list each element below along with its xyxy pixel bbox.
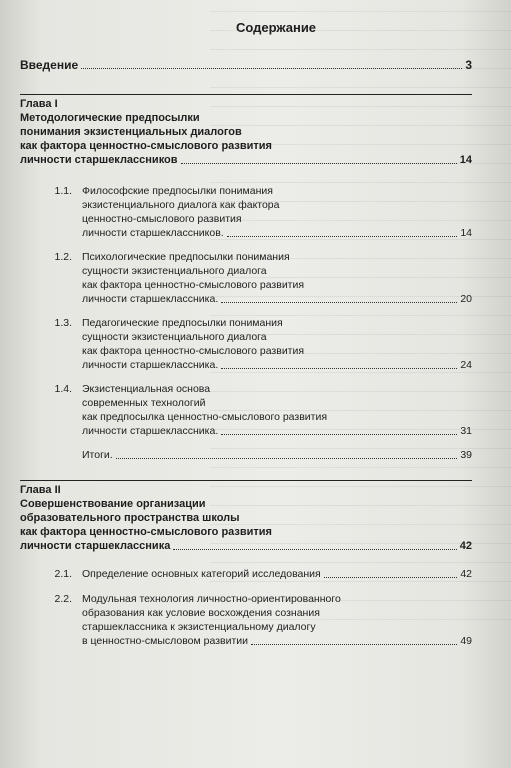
section-number: 1.1. [54, 185, 72, 197]
chapter-title-line: как фактора ценностно-смыслового развития [20, 140, 272, 152]
chapter-2 [20, 484, 472, 648]
section-line: Экзистенциальная основа [82, 383, 211, 395]
section-line: Философские предпосылки понимания [82, 185, 273, 197]
section-line: личности старшеклассника. [82, 425, 219, 437]
section-page: 42 [460, 568, 472, 580]
section-line: ценностно-смыслового развития [82, 213, 242, 225]
section-number: 1.2. [54, 251, 72, 263]
section-line: современных технологий [82, 397, 206, 409]
section-line: Определение основных категорий исследования [82, 568, 321, 580]
chapter-title-last-line [20, 539, 472, 553]
section-line: как фактора ценностно-смыслового развития [82, 345, 305, 357]
section-line: личности старшеклассника. [82, 293, 219, 305]
section-last-line [82, 292, 472, 306]
section-entry [20, 250, 472, 306]
chapter-divider [20, 480, 472, 481]
section-line: как фактора ценностно-смыслового развития [82, 279, 305, 291]
leader-dots [221, 368, 457, 369]
section-page: 14 [460, 227, 472, 239]
section-last-line [82, 226, 472, 240]
section-entry [20, 592, 472, 648]
leader-dots [227, 236, 458, 237]
chapter-title-line: Методологические предпосылки [20, 112, 200, 124]
leader-dots [173, 549, 456, 550]
section-number: 1.4. [54, 383, 72, 395]
toc-title: Содержание [235, 20, 317, 35]
leader-dots [251, 644, 457, 645]
chapter-title-last-line [20, 153, 472, 167]
section-line: сущности экзистенциального диалога [82, 265, 267, 277]
section-line: личности старшеклассников. [82, 227, 224, 239]
section-number: 1.3. [54, 317, 72, 329]
leader-dots [116, 458, 458, 459]
section-line: Психологические предпосылки понимания [82, 251, 290, 263]
table-of-contents [20, 20, 472, 648]
section-last-line [82, 634, 472, 648]
leader-dots [181, 163, 457, 164]
section-page: 20 [460, 293, 472, 305]
chapter-label: Глава II [20, 484, 61, 496]
section-line: сущности экзистенциального диалога [82, 331, 267, 343]
section-last-line [82, 448, 472, 462]
toc-entry-intro [20, 59, 472, 72]
section-entry [20, 382, 472, 438]
section-line: старшеклассника к экзистенциальному диалогу [82, 621, 316, 633]
section-page: 31 [460, 425, 472, 437]
section-entry [20, 184, 472, 240]
section-line: в ценностно-смысловом развитии [82, 635, 249, 647]
chapter-title-line: понимания экзистенциальных диалогов [20, 126, 242, 138]
section-page: 39 [460, 449, 472, 461]
chapter-page: 14 [459, 154, 472, 166]
chapter-label: Глава I [20, 98, 58, 110]
section-line: как предпосылка ценностно-смыслового развития [82, 411, 328, 423]
section-page: 49 [460, 635, 472, 647]
leader-dots [221, 302, 457, 303]
chapter-title-line: личности старшеклассников [20, 154, 178, 166]
section-page: 24 [460, 359, 472, 371]
chapter-title-line: личности старшеклассника [20, 540, 171, 552]
chapter-title-line: как фактора ценностно-смыслового развития [20, 526, 272, 538]
section-last-line [82, 424, 472, 438]
section-entry-summary [20, 448, 472, 462]
section-last-line [82, 567, 472, 581]
leader-dots [81, 68, 462, 69]
section-entry [20, 567, 472, 581]
intro-page: 3 [465, 58, 472, 72]
section-number [20, 448, 82, 462]
chapter-divider [20, 94, 472, 95]
section-line: Итоги. [82, 449, 113, 461]
section-last-line [82, 358, 472, 372]
chapter-title-line: образовательного пространства школы [20, 512, 240, 524]
intro-label: Введение [20, 58, 79, 72]
chapter-page: 42 [459, 540, 472, 552]
chapter-title-line: Совершенствование организации [20, 498, 206, 510]
section-line: экзистенциального диалога как фактора [82, 199, 280, 211]
leader-dots [221, 434, 457, 435]
section-line: личности старшеклассника. [82, 359, 219, 371]
section-number: 2.1. [54, 568, 72, 580]
section-line: образования как условие восхождения сознания [82, 607, 320, 619]
section-line: Модульная технология личностно-ориентированного [82, 593, 341, 605]
section-number: 2.2. [54, 593, 72, 605]
section-entry [20, 316, 472, 372]
section-line: Педагогические предпосылки понимания [82, 317, 283, 329]
chapter-1 [20, 98, 472, 462]
leader-dots [324, 577, 458, 578]
